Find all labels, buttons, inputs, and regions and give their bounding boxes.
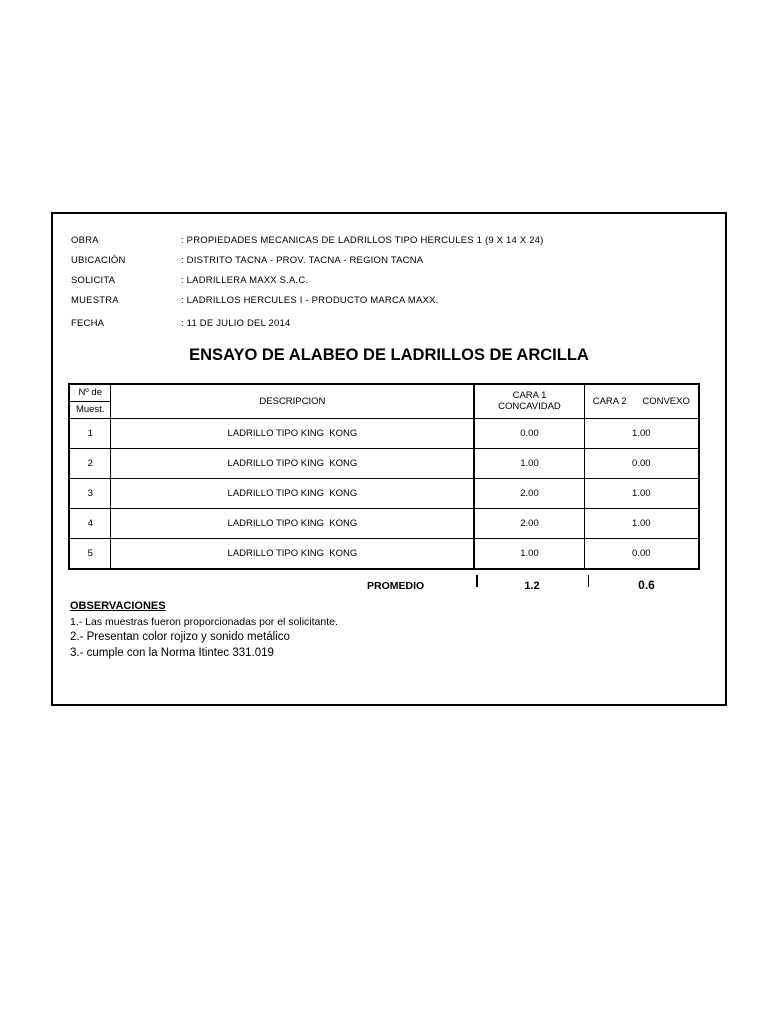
observaciones-title: OBSERVACIONES [70,600,166,612]
cell-n: 3 [69,478,111,508]
results-table [68,383,700,570]
table-row [69,448,699,478]
observacion-item: 1.- Las muestras fueron proporcionadas por el solicitante. [70,616,338,628]
cell-n: 2 [69,448,111,478]
promedio-label: PROMEDIO [367,580,425,592]
cell-n: 1 [69,418,111,448]
cell-desc: LADRILLO TIPO KING KONG [111,418,474,448]
field-value: : LADRILLERA MAXX S.A.C. [181,275,309,286]
report-title: ENSAYO DE ALABEO DE LADRILLOS DE ARCILLA [189,346,589,364]
table-header-row [69,384,699,401]
observacion-item: 3.- cumple con la Norma Itintec 331.019 [70,647,274,659]
promedio-cara2: 0.6 [638,578,655,592]
table-row [69,418,699,448]
cell-cara2: 0.00 [584,538,699,569]
header-cara1-line2: CONCAVIDAD [498,401,561,413]
field-label: UBICACIÓN [71,255,126,266]
cell-desc: LADRILLO TIPO KING KONG [111,538,474,569]
observacion-item: 2.- Presentan color rojizo y sonido metálico [70,631,290,643]
cell-n: 5 [69,538,111,569]
table-row [69,538,699,569]
cell-cara2: 1.00 [584,478,699,508]
cell-cara1: 2.00 [474,478,584,508]
cell-cara1: 2.00 [474,508,584,538]
cell-cara2: 1.00 [584,418,699,448]
cell-cara2: 0.00 [584,448,699,478]
header-cara1-line1: CARA 1 [512,390,547,402]
cell-n: 4 [69,508,111,538]
header-cara2: CARA 2 CONVEXO [584,384,699,418]
cell-cara1: 1.00 [474,538,584,569]
field-value: : PROPIEDADES MECANICAS DE LADRILLOS TIPO HERCULES 1 (9 X 14 X 24) [181,235,544,246]
cell-cara1: 0.00 [474,418,584,448]
promedio-cara1: 1.2 [524,580,540,592]
field-label: SOLICITA [71,275,116,286]
cell-desc: LADRILLO TIPO KING KONG [111,478,474,508]
table-row [69,478,699,508]
header-cara1 [474,384,584,418]
table-row [69,508,699,538]
cell-cara1: 1.00 [474,448,584,478]
field-value: : DISTRITO TACNA - PROV. TACNA - REGION TACNA [181,255,424,266]
field-label: OBRA [71,235,99,246]
header-n-top: Nº de [69,384,111,401]
cell-desc: LADRILLO TIPO KING KONG [111,508,474,538]
field-label: MUESTRA [71,295,119,306]
report-frame [51,212,727,706]
cell-cara2: 1.00 [584,508,699,538]
header-n-bottom: Muest. [69,401,111,418]
field-value: : 11 DE JULIO DEL 2014 [181,318,291,329]
field-value: : LADRILLOS HERCULES I - PRODUCTO MARCA MAXX. [181,295,439,306]
cell-desc: LADRILLO TIPO KING KONG [111,448,474,478]
header-descripcion: DESCRIPCION [111,384,474,418]
field-label: FECHA [71,318,105,329]
